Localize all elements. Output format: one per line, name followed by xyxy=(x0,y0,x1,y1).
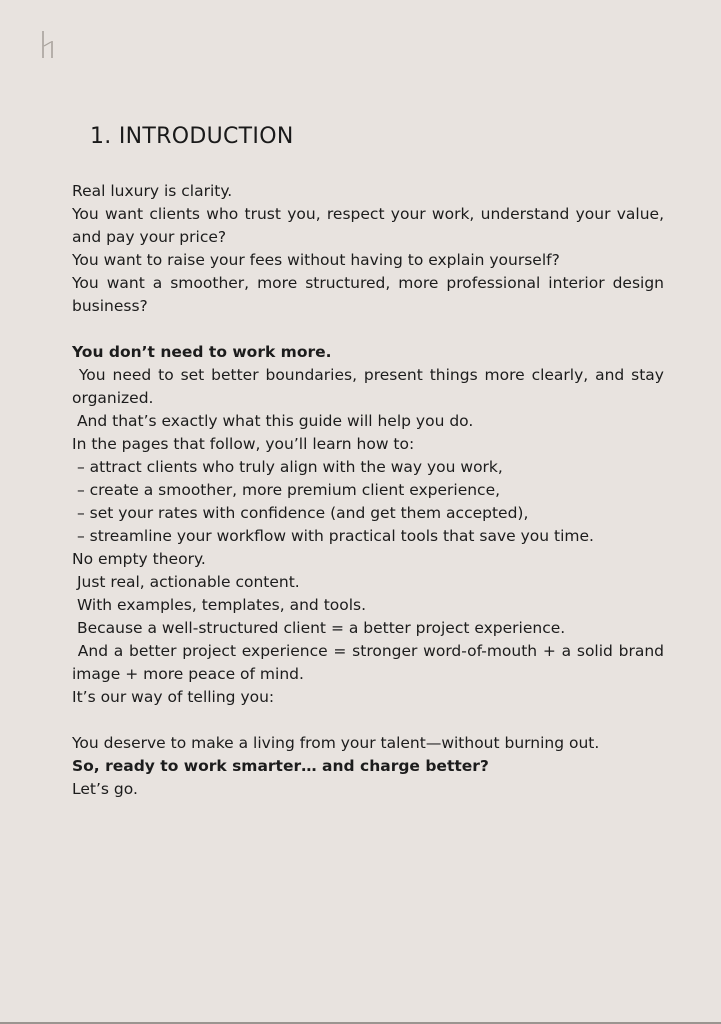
paragraph: With examples, templates, and tools. xyxy=(72,596,367,614)
paragraph: You need to set better boundaries, present things more clearly, and stay organized. xyxy=(72,366,669,407)
list-item: – create a smoother, more premium client experience, xyxy=(72,481,501,499)
intro-body xyxy=(72,180,669,801)
paragraph-spacer xyxy=(72,318,664,341)
paragraph: And that’s exactly what this guide will help you do. xyxy=(72,412,474,430)
list-item: – streamline your workflow with practical tools that save you time. xyxy=(72,527,594,545)
list-item: – attract clients who truly align with the way you work, xyxy=(72,458,503,476)
paragraph: You want clients who trust you, respect your work, understand your value, and pay your price? xyxy=(72,205,669,246)
brand-logo-icon xyxy=(40,30,58,60)
paragraph-spacer xyxy=(72,709,664,732)
paragraph: And a better project experience = stronger word-of-mouth + a solid brand image + more peace of mind. xyxy=(72,642,669,683)
list-item: – set your rates with confidence (and get them accepted), xyxy=(72,504,529,522)
paragraph: No empty theory. xyxy=(72,550,206,568)
paragraph: You want a smoother, more structured, more professional interior design business? xyxy=(72,274,669,315)
paragraph: Let’s go. xyxy=(72,780,138,798)
paragraph: In the pages that follow, you’ll learn how to: xyxy=(72,435,415,453)
bold-statement: You don’t need to work more. xyxy=(72,343,332,361)
paragraph: Just real, actionable content. xyxy=(72,573,300,591)
paragraph: You deserve to make a living from your talent—without burning out. xyxy=(72,734,600,752)
page-title: 1. INTRODUCTION xyxy=(90,124,294,149)
paragraph: It’s our way of telling you: xyxy=(72,688,275,706)
paragraph: You want to raise your fees without having to explain yourself? xyxy=(72,251,560,269)
paragraph: Real luxury is clarity. xyxy=(72,182,233,200)
bold-statement: So, ready to work smarter… and charge better? xyxy=(72,757,489,775)
paragraph: Because a well-structured client = a better project experience. xyxy=(72,619,566,637)
